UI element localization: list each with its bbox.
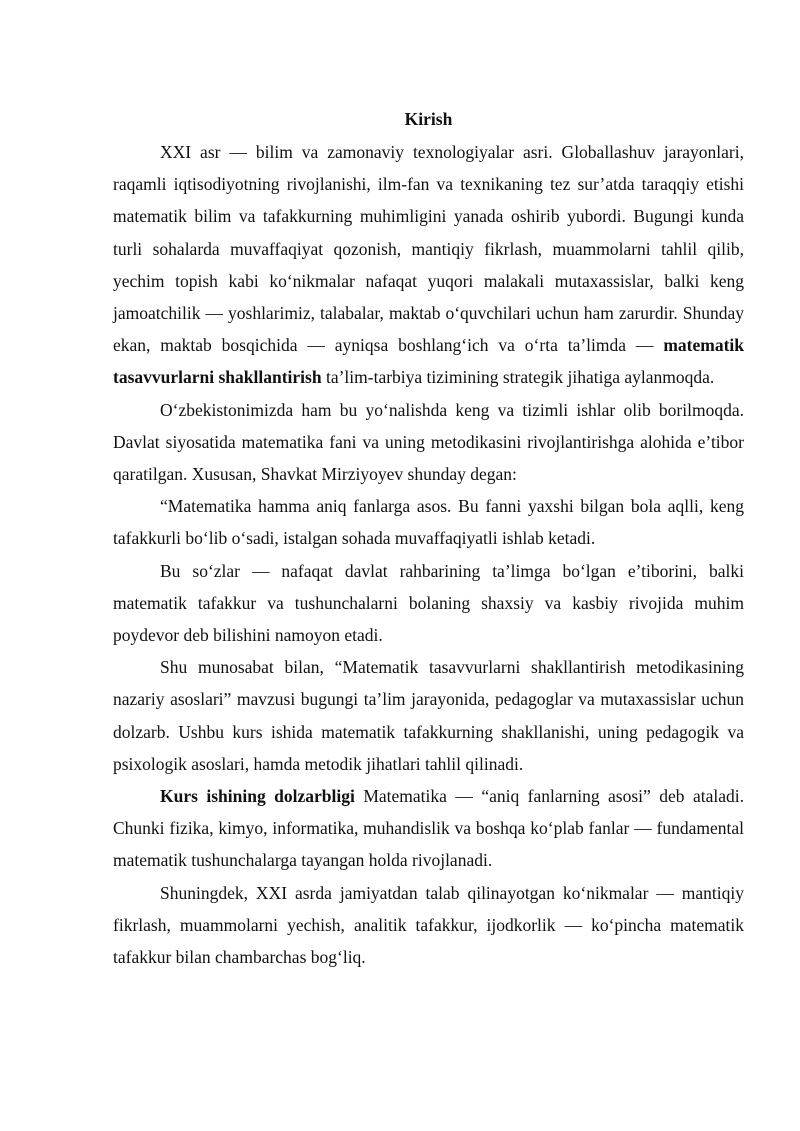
paragraph-commentary [113,555,744,652]
section-title: Kirish [404,109,453,129]
paragraph-intro [113,136,744,394]
paragraph-text: XXI asr — bilim va zamonaviy texnologiyalar asri. Globallashuv jarayonlari, raqamli iqtisodiyotning rivojlanishi, ilm-fan va texnikaning tez sur’atda taraqqiy etishi matematik bilim va tafakkurning muhimligini yanada oshirib yubordi. Bugungi kunda turli sohalarda muvaffaqiyat qozonish, mantiqiy fikrlash, muammolarni tahlil qilib, yechim topish kabi koʻnikmalar nafaqat yuqori malakali mutaxassislar, balki keng jamoatchilik — yoshlarimiz, talabalar, maktab oʻquvchilari uchun ham zarurdir. Shunday ekan, maktab bosqichida — ayniqsa boshlangʻich va oʻrta ta’limda — [113,142,744,356]
paragraph-text: Oʻzbekistonimizda ham bu yoʻnalishda keng va tizimli ishlar olib borilmoqda. Davlat siyosatida matematika fani va uning metodikasini rivojlantirishga alohida e’tibor qaratilgan. Xususan, Shavkat Mirziyoyev shunday degan: [113,399,744,485]
paragraph-text: Matematika — “aniq fanlarning asosi” deb ataladi. Chunki fizika, kimyo, informatika, muhandislik va boshqa koʻplab fanlar — fundamental matematik tushunchalarga tayangan holda rivojlanadi. [113,786,744,871]
paragraph-policy [113,394,744,491]
relevance-heading: Kurs ishining dolzarbligi [160,786,355,807]
paragraph-topic [113,651,744,780]
paragraph-skills [113,877,744,974]
paragraph-text: Shu munosabat bilan, “Matematik tasavvurlarni shakllantirish metodikasining nazariy asoslari” mavzusi bugungi ta’lim jarayonida, pedagoglar va mutaxassislar uchun dolzarb. Ushbu kurs ishida matematik tafakkurning shakllanishi, uning pedagogik va psixologik asoslari, hamda metodik jihatlari tahlil qilinadi. [113,657,744,774]
emphasis-text: matematik tasavvurlarni shakllantirish [113,335,744,388]
paragraph-text: Shuningdek, XXI asrda jamiyatdan talab qilinayotgan koʻnikmalar — mantiqiy fikrlash, muammolarni yechish, analitik tafakkur, ijodkorlik — koʻpincha matematik tafakkur bilan chambarchas bogʻliq. [113,882,744,968]
paragraph-relevance [113,780,744,877]
paragraph-text: ta’lim-tarbiya tizimining strategik jihatiga aylanmoqda. [321,367,715,388]
paragraph-text: “Matematika hamma aniq fanlarga asos. Bu fanni yaxshi bilgan bola aqlli, keng tafakkurli boʻlib oʻsadi, istalgan sohada muvaffaqiyatli ishlab ketadi. [113,496,744,549]
paragraph-quote [113,490,744,554]
paragraph-text: Bu soʻzlar — nafaqat davlat rahbarining ta’limga boʻlgan e’tiborini, balki matematik tafakkur va tushunchalarni bolaning shaxsiy va kasbiy rivojida muhim poydevor deb bilishini namoyon etadi. [113,560,744,646]
